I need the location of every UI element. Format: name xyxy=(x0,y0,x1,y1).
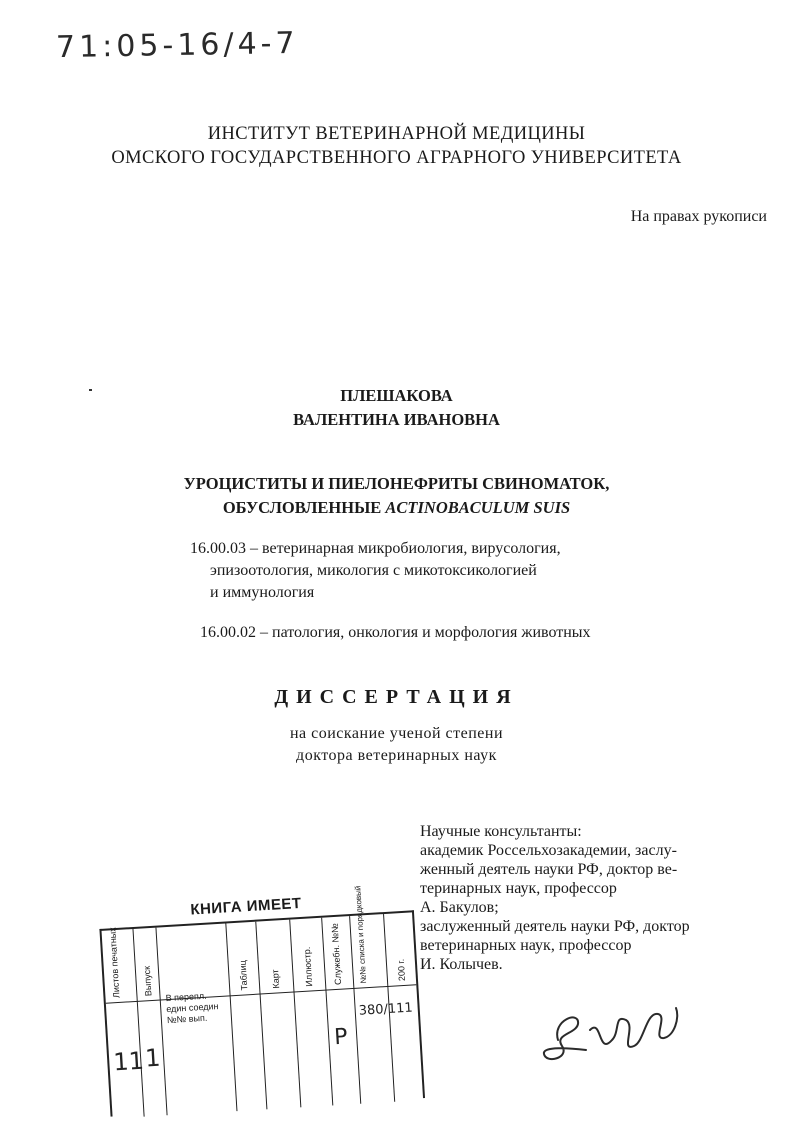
stamp-col-label: №№ списка и порядковый xyxy=(353,885,369,984)
consultant-line: заслуженный деятель науки РФ, доктор xyxy=(420,918,690,935)
scientific-consultants xyxy=(420,822,750,974)
document-type-heading: ДИССЕРТАЦИЯ xyxy=(274,686,519,708)
consultant-line: И. Колычев. xyxy=(420,956,503,973)
title-line-2 xyxy=(0,496,793,520)
stamp-col-rule xyxy=(255,922,267,1110)
degree-line-1: на соискание ученой степени xyxy=(289,725,504,742)
stamp-col-label: Выпуск xyxy=(141,965,154,997)
consultant-line: А. Бакулов; xyxy=(420,899,499,916)
stamp-issue-value: 1 xyxy=(144,1043,162,1073)
manuscript-rights-note: На правах рукописи xyxy=(630,208,767,225)
author-surname: ПЛЕШАКОВА xyxy=(340,386,453,405)
specialty-1-line-1: 16.00.03 – ветеринарная микробиология, вирусология, xyxy=(190,540,561,557)
consultant-line: ветеринарных наук, профессор xyxy=(420,937,632,954)
stamp-col-label: Иллюстр. xyxy=(301,946,315,987)
stamp-col-label: 200 г. xyxy=(395,958,408,982)
stamp-list-number-value: 380/111 xyxy=(358,1000,414,1019)
specialty-1 xyxy=(190,538,561,604)
stamp-col-label: Таблиц xyxy=(237,959,250,991)
title-line-2-prefix: ОБУСЛОВЛЕННЫЕ xyxy=(222,498,386,517)
library-stamp xyxy=(98,886,425,1116)
author-name: ВАЛЕНТИНА ИВАНОВНА xyxy=(293,410,500,429)
dissertation-title xyxy=(0,472,793,520)
institute-line-1: ИНСТИТУТ ВЕТЕРИНАРНОЙ МЕДИЦИНЫ xyxy=(207,124,586,144)
stamp-service-value: Р xyxy=(333,1024,349,1051)
signature-drawing xyxy=(540,990,690,1080)
stamp-col-rule xyxy=(289,920,301,1108)
stamp-col-label: Служебн. №№ xyxy=(329,922,344,986)
stamp-col-label: В перепл. един соедин №№ вып. xyxy=(165,990,219,1026)
handwritten-catalog-code: 71:05-16/4-7 xyxy=(55,25,299,66)
specialty-1-line-2: эпизоотология, микология с микотоксикологией xyxy=(210,562,537,579)
stamp-col-rule xyxy=(155,928,167,1116)
institute-line-2: ОМСКОГО ГОСУДАРСТВЕННОГО АГРАРНОГО УНИВЕРСИТЕТА xyxy=(111,148,682,168)
specialty-1-line-3: и иммунология xyxy=(210,584,315,601)
title-line-1: УРОЦИСТИТЫ И ПИЕЛОНЕФРИТЫ СВИНОМАТОК, xyxy=(183,474,610,493)
degree-line-2: доктора ветеринарных наук xyxy=(296,747,497,764)
stamp-col-label: Листов печатных xyxy=(107,927,122,999)
stamp-title: КНИГА ИМЕЕТ xyxy=(189,894,303,919)
consultants-heading: Научные консультанты: xyxy=(420,823,582,840)
author-block xyxy=(0,384,793,432)
institute-header xyxy=(0,122,793,170)
degree-statement xyxy=(0,723,793,767)
stamp-col-rule xyxy=(132,929,144,1117)
consultant-line: теринарных наук, профессор xyxy=(420,880,617,897)
consultant-line: женный деятель науки РФ, доктор ве- xyxy=(420,861,678,878)
specialty-2: 16.00.02 – патология, онкология и морфология животных xyxy=(200,624,591,641)
stamp-col-label: Карт xyxy=(270,969,282,989)
consultant-line: академик Россельхозакадемии, заслу- xyxy=(420,842,677,859)
stamp-col-rule xyxy=(225,923,237,1111)
stamp-sheets-value: 11 xyxy=(112,1046,145,1077)
title-organism-name: ACTINOBACULUM SUIS xyxy=(385,498,571,517)
